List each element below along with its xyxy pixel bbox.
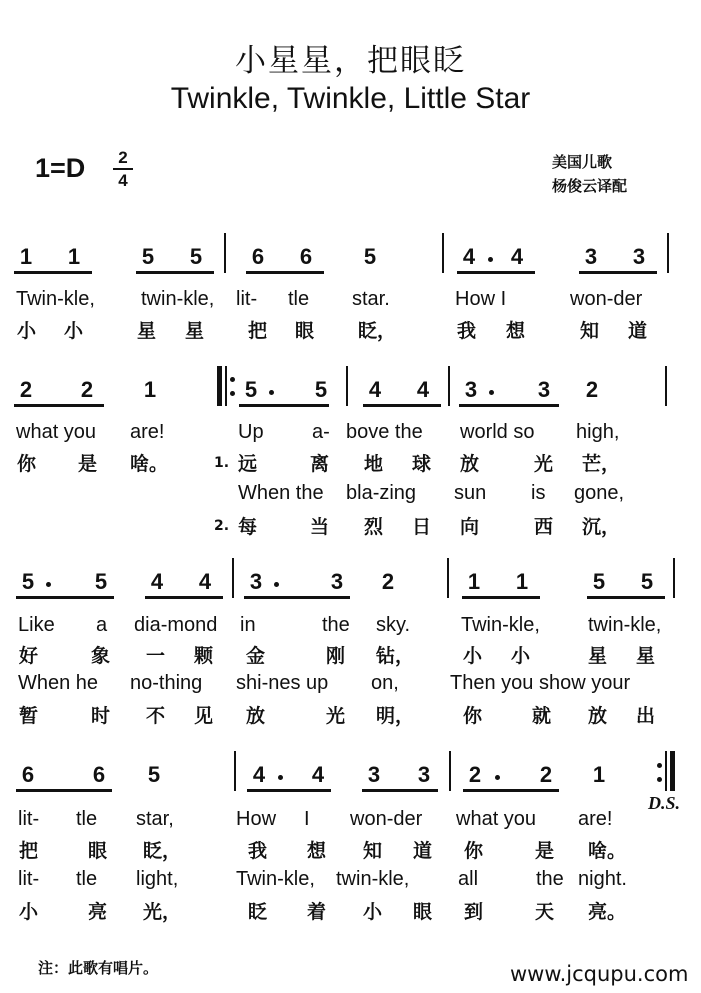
lyric-en: lit- (18, 808, 40, 830)
augmentation-dot (46, 582, 51, 587)
augmentation-dot (495, 775, 500, 780)
note: 5 (244, 377, 258, 402)
underline (136, 271, 214, 274)
lyric-zh: 星 (137, 320, 157, 342)
note: 1 (467, 569, 481, 594)
note: 5 (363, 244, 377, 269)
lyric-zh: 象 (91, 645, 111, 667)
lyric-zh: 你 (17, 453, 37, 475)
lyric-en: star, (136, 808, 174, 830)
note: 3 (367, 762, 381, 787)
credit-translator: 杨俊云译配 (552, 177, 628, 195)
watermark: www.jcqupu.com (510, 962, 689, 986)
note: 2 (381, 569, 395, 594)
bar-line (449, 751, 451, 791)
lyric-en: a (96, 614, 108, 636)
key-signature: 1=D (35, 153, 86, 183)
lyric-en: what you (456, 808, 537, 830)
lyric-zh: 放 (460, 453, 480, 475)
lyric-zh: 是 (78, 453, 98, 475)
lyric-en: all (458, 868, 479, 890)
lyric-zh: 小 (19, 901, 39, 923)
note: 3 (417, 762, 431, 787)
note: 4 (510, 244, 524, 269)
note: 4 (311, 762, 325, 787)
lyric-en: high, (576, 421, 620, 443)
underline (244, 596, 350, 599)
lyric-en: is (531, 482, 546, 504)
lyric-en: lit- (236, 288, 258, 310)
lyric-zh: 西 (534, 516, 554, 538)
note: 1 (19, 244, 33, 269)
lyric-en: When the (238, 482, 324, 504)
underline (587, 596, 665, 599)
lyric-zh: 星 (185, 320, 205, 342)
lyric-zh: 小 (363, 901, 383, 923)
lyric-en: lit- (18, 868, 40, 890)
note: 2 (539, 762, 553, 787)
song-title-english: Twinkle, Twinkle, Little Star (170, 82, 531, 115)
lyric-en: Twin-kle, (461, 614, 540, 636)
lyric-en: twin-kle, (588, 614, 662, 636)
bar-line (667, 233, 669, 273)
lyric-en: in (240, 614, 256, 636)
lyric-zh: 光， (143, 901, 182, 923)
note: 5 (189, 244, 203, 269)
lyric-zh: 小 (17, 320, 37, 342)
lyric-zh: 道 (413, 840, 433, 862)
lyric-zh: 放 (246, 705, 266, 727)
meter-bottom: 4 (118, 171, 128, 190)
lyric-zh: 离 (310, 453, 330, 475)
lyric-zh: 知 (363, 840, 383, 862)
note: 4 (368, 377, 382, 402)
bar-line (673, 558, 675, 598)
lyric-zh: 一 (146, 645, 166, 667)
lyric-zh: 放 (588, 705, 608, 727)
lyric-en: gone, (574, 482, 625, 504)
note: 4 (416, 377, 430, 402)
end-bar-thin (665, 751, 667, 791)
note: 3 (464, 377, 478, 402)
lyric-zh: 出 (636, 705, 656, 727)
lyric-en: twin-kle, (141, 288, 215, 310)
lyric-zh: 啥。 (130, 453, 169, 475)
lyric-en: When he (18, 672, 99, 694)
lyric-en: on, (371, 672, 399, 694)
lyric-en: Like (18, 614, 55, 636)
lyric-en: bla-zing (346, 482, 417, 504)
lyric-zh: 地 (364, 453, 384, 475)
lyric-en: sky. (376, 614, 411, 636)
end-dot (657, 777, 662, 782)
lyric-en: a- (312, 421, 330, 443)
note: 3 (537, 377, 551, 402)
note: 4 (198, 569, 212, 594)
lyric-zh: 刚 (326, 645, 346, 667)
lyric-zh: 亮 (88, 901, 108, 923)
lyric-en: night. (578, 868, 627, 890)
underline (579, 271, 657, 274)
note: 6 (21, 762, 35, 787)
lyric-en: are! (130, 421, 165, 443)
underline (246, 271, 324, 274)
lyric-zh: 暂 (19, 705, 39, 727)
lyric-zh: 天 (535, 901, 555, 923)
lyric-en: How I (455, 288, 507, 310)
note: 2 (585, 377, 599, 402)
lyric-en: I (304, 808, 310, 830)
lyric-en: tle (76, 808, 98, 830)
note: 1 (515, 569, 529, 594)
lyric-zh: 小 (64, 320, 84, 342)
lyric-zh: 不 (146, 705, 166, 727)
augmentation-dot (489, 390, 494, 395)
lyric-en: dia-mond (134, 614, 218, 636)
underline (463, 789, 559, 792)
lyric-zh: 眨， (143, 840, 182, 862)
lyric-zh: 我 (457, 320, 477, 342)
note: 1 (592, 762, 606, 787)
lyric-en: are! (578, 808, 613, 830)
note: 5 (147, 762, 161, 787)
lyric-en: no-thing (130, 672, 203, 694)
lyric-zh: 时 (91, 705, 111, 727)
bar-line (448, 366, 450, 406)
lyric-en: How (236, 808, 277, 830)
bar-line (447, 558, 449, 598)
repeat-dot (230, 391, 235, 396)
lyric-en: world so (460, 421, 535, 443)
lyric-zh: 想 (506, 320, 526, 342)
underline (363, 404, 441, 407)
lyric-en: Twin-kle, (16, 288, 95, 310)
repeat-dot (230, 377, 235, 382)
note: 2 (19, 377, 33, 402)
credit-origin: 美国儿歌 (552, 153, 613, 171)
lyric-zh: 当 (310, 516, 330, 538)
lyric-zh: 把 (19, 840, 39, 862)
bar-line (346, 366, 348, 406)
bar-line (442, 233, 444, 273)
underline (459, 404, 559, 407)
underline (457, 271, 535, 274)
lyric-zh: 好 (19, 645, 39, 667)
lyric-en: shi-nes up (236, 672, 329, 694)
underline (14, 271, 92, 274)
lyric-zh: 啥。 (588, 840, 627, 862)
repeat-start-thick (217, 366, 222, 406)
lyric-zh: 到 (464, 901, 484, 923)
lyric-zh: 亮。 (588, 901, 627, 923)
lyric-zh: 眼 (88, 840, 108, 862)
underline (14, 404, 104, 407)
lyric-zh: 星 (588, 645, 608, 667)
lyric-zh: 眼 (295, 320, 315, 342)
note: 5 (640, 569, 654, 594)
lyric-zh: 球 (412, 453, 432, 475)
meter-top: 2 (118, 148, 128, 167)
lyric-zh: 我 (248, 840, 268, 862)
lyric-zh: 眼 (413, 901, 433, 923)
note: 6 (251, 244, 265, 269)
lyric-en: won-der (350, 808, 423, 830)
lyric-en: tle (288, 288, 310, 310)
lyric-zh: 眨， (358, 320, 397, 342)
time-signature (113, 148, 133, 190)
bar-line (224, 233, 226, 273)
underline (239, 404, 329, 407)
lyric-zh: 道 (628, 320, 648, 342)
lyric-en: star. (352, 288, 390, 310)
lyric-en: the (536, 868, 564, 890)
lyric-zh: 烈 (364, 516, 384, 538)
footnote: 注：此歌有唱片。 (38, 959, 159, 977)
underline (362, 789, 438, 792)
lyric-zh: 见 (194, 705, 214, 727)
lyric-en: the (322, 614, 350, 636)
note: 1 (143, 377, 157, 402)
augmentation-dot (278, 775, 283, 780)
lyric-zh: 就 (532, 705, 552, 727)
lyric-en: Twin-kle, (236, 868, 315, 890)
note: 4 (462, 244, 476, 269)
lyric-en: bove the (346, 421, 423, 443)
lyric-en: twin-kle, (336, 868, 410, 890)
note: 5 (141, 244, 155, 269)
note: 5 (94, 569, 108, 594)
lyric-zh: 小 (463, 645, 483, 667)
dal-segno-mark: D.S. (648, 793, 681, 813)
note: 4 (150, 569, 164, 594)
augmentation-dot (274, 582, 279, 587)
lyric-zh: 你 (464, 840, 484, 862)
augmentation-dot (488, 257, 493, 262)
note: 3 (632, 244, 646, 269)
note: 5 (592, 569, 606, 594)
lyric-en: light, (136, 868, 179, 890)
underline (16, 789, 112, 792)
lyric-zh: 小 (511, 645, 531, 667)
lyric-zh: 想 (307, 840, 327, 862)
lyric-zh: 眨 (248, 901, 268, 923)
note: 1 (67, 244, 81, 269)
end-bar-thick (670, 751, 675, 791)
lyric-zh: 颗 (194, 645, 214, 667)
end-dot (657, 763, 662, 768)
lyric-zh: 沉， (582, 516, 621, 538)
augmentation-dot (269, 390, 274, 395)
note: 5 (21, 569, 35, 594)
lyric-en: sun (454, 482, 487, 504)
note: 3 (249, 569, 263, 594)
lyric-zh: 星 (636, 645, 656, 667)
note: 6 (299, 244, 313, 269)
lyric-en: Then you show your (450, 672, 631, 694)
lyric-zh: 是 (535, 840, 555, 862)
lyric-zh: 知 (580, 320, 600, 342)
lyric-zh: 金 (246, 645, 266, 667)
repeat-start-thin (225, 366, 227, 406)
underline (462, 596, 540, 599)
lyric-zh: 向 (460, 516, 480, 538)
verse-number: 2. (214, 518, 230, 534)
bar-line (234, 751, 236, 791)
lyric-zh: 日 (412, 516, 432, 538)
lyric-zh: 芒， (582, 453, 621, 475)
note: 3 (330, 569, 344, 594)
lyric-en: Up (238, 421, 264, 443)
underline (145, 596, 223, 599)
lyric-en: won-der (570, 288, 643, 310)
verse-number: 1. (214, 455, 230, 471)
bar-line (232, 558, 234, 598)
lyric-en: tle (76, 868, 98, 890)
note: 2 (80, 377, 94, 402)
lyric-zh: 光 (534, 453, 554, 475)
bar-line (665, 366, 667, 406)
lyric-zh: 明， (376, 705, 415, 727)
lyric-zh: 着 (307, 901, 327, 923)
lyric-zh: 每 (238, 516, 258, 538)
lyric-zh: 光 (326, 705, 346, 727)
underline (247, 789, 331, 792)
lyric-en: what you (16, 421, 97, 443)
underline (16, 596, 114, 599)
lyric-zh: 你 (463, 705, 483, 727)
note: 2 (468, 762, 482, 787)
note: 4 (252, 762, 266, 787)
lyric-zh: 钻， (376, 645, 415, 667)
note: 3 (584, 244, 598, 269)
note: 6 (92, 762, 106, 787)
song-title-chinese: 小星星，把眼眨 (235, 43, 466, 79)
note: 5 (314, 377, 328, 402)
lyric-zh: 把 (248, 320, 268, 342)
lyric-zh: 远 (238, 453, 258, 475)
